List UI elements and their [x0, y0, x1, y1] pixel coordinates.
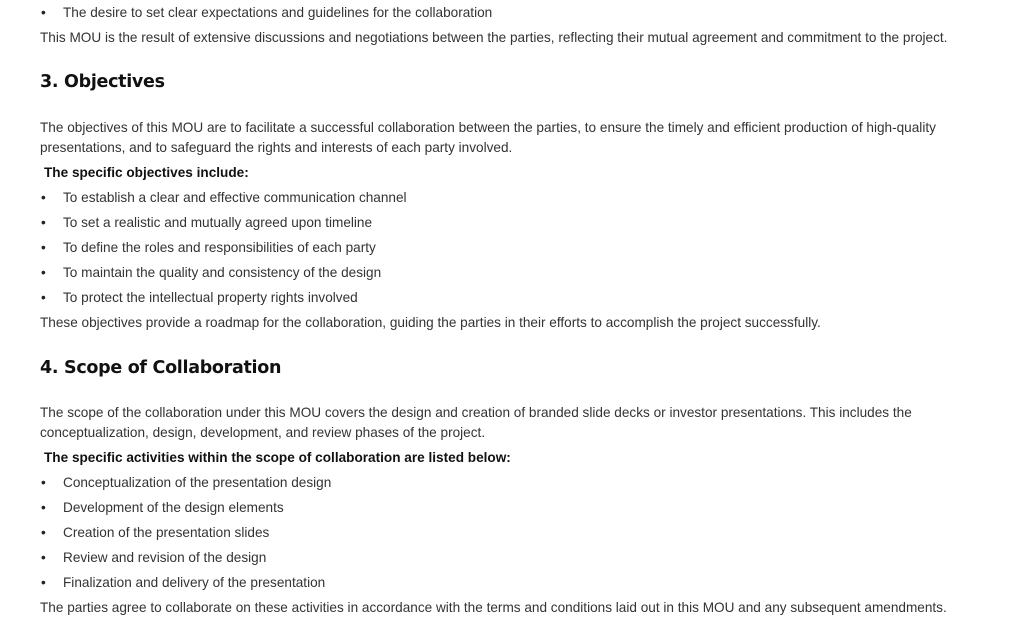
subheading: The specific objectives include:: [44, 165, 249, 180]
list-item: • Development of the design elements: [63, 498, 284, 518]
paragraph: These objectives provide a roadmap for the collaboration, guiding the parties in their efforts to accomplish the project successfully.: [40, 315, 821, 330]
list-item: • To maintain the quality and consistency of the design: [63, 263, 381, 283]
section-heading-scope: 4. Scope of Collaboration: [40, 358, 282, 378]
list-item: • The desire to set clear expectations and guidelines for the collaboration: [63, 3, 492, 23]
list-item: • Creation of the presentation slides: [63, 523, 269, 543]
list-item: • To define the roles and responsibilities of each party: [63, 238, 376, 258]
paragraph: The objectives of this MOU are to facilitate a successful collaboration between the parties, to ensure the timely and efficient production of high-quality: [40, 120, 936, 135]
paragraph: The parties agree to collaborate on these activities in accordance with the terms and conditions laid out in this MOU and any subsequent amendments.: [40, 600, 947, 615]
paragraph: presentations, and to safeguard the rights and interests of each party involved.: [40, 140, 513, 155]
list-item: • Finalization and delivery of the presentation: [63, 573, 325, 593]
paragraph: This MOU is the result of extensive discussions and negotiations between the parties, reflecting their mutual agreement and commitment to the project.: [40, 30, 948, 45]
section-heading-objectives: 3. Objectives: [40, 72, 165, 92]
list-item: • To establish a clear and effective communication channel: [63, 188, 407, 208]
list-item: • To protect the intellectual property rights involved: [63, 288, 358, 308]
subheading: The specific activities within the scope of collaboration are listed below:: [44, 450, 511, 465]
paragraph: The scope of the collaboration under this MOU covers the design and creation of branded slide decks or investor presentations. This includes the: [40, 405, 912, 420]
paragraph: conceptualization, design, development, and review phases of the project.: [40, 425, 486, 440]
list-item: • Review and revision of the design: [63, 548, 266, 568]
list-item: • To set a realistic and mutually agreed upon timeline: [63, 213, 372, 233]
list-item: • Conceptualization of the presentation design: [63, 473, 331, 493]
